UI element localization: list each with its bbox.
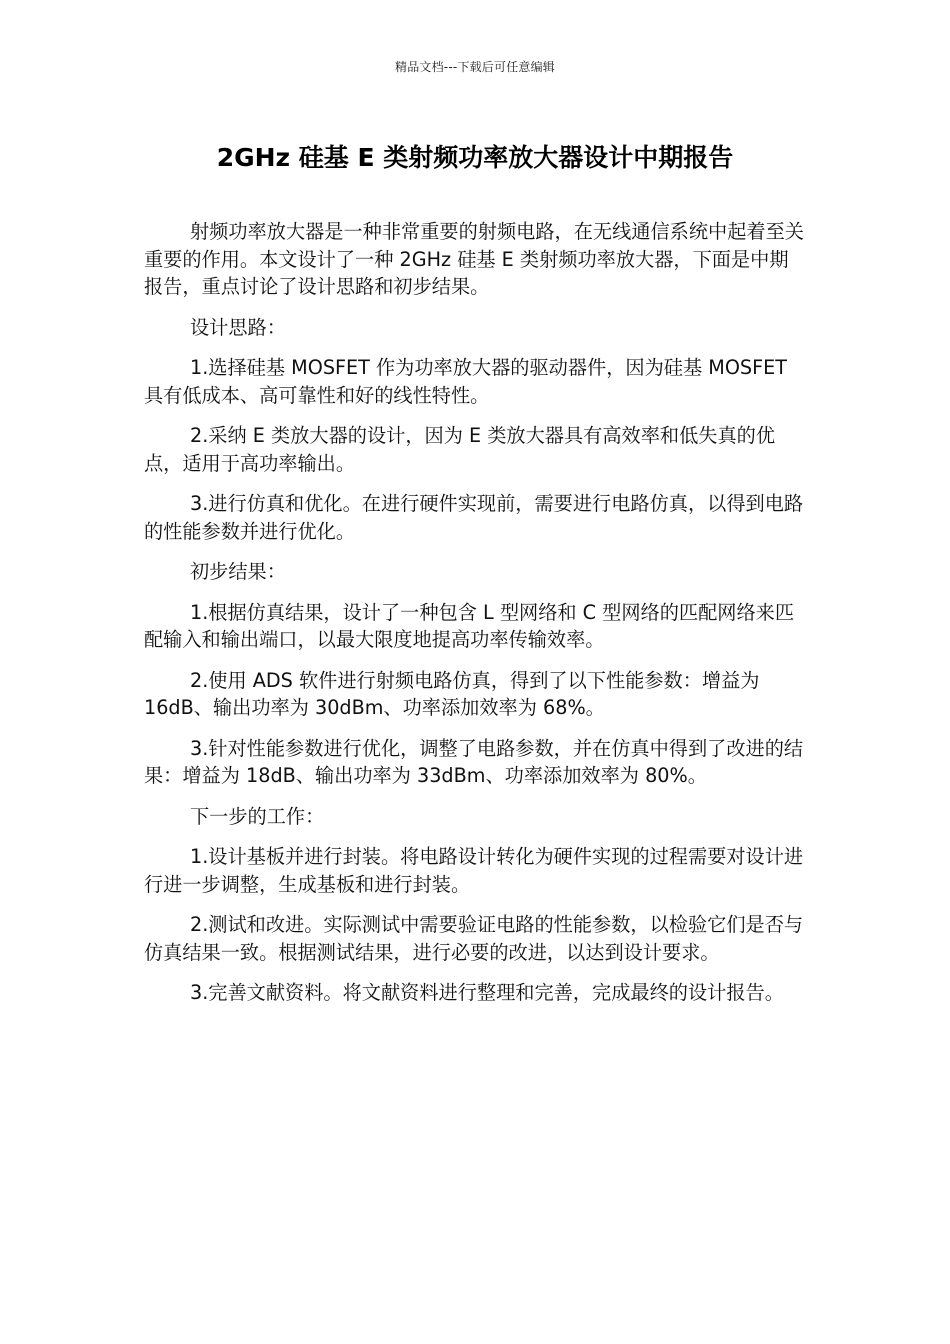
section-heading-design-ideas: 设计思路： <box>190 315 286 339</box>
section-heading-preliminary-results: 初步结果： <box>190 560 286 583</box>
header-note: 精品文档---下载后可任意编辑 <box>395 60 555 74</box>
design-point-1: 1.选择硅基 MOSFET 作为功率放大器的驱动器件，因为硅基 MOSFET 具有低成本、高可靠性和好的线性特性。 <box>144 356 787 407</box>
next-step-1: 1.设计基板并进行封装。将电路设计转化为硬件实现的过程需要对设计进行进一步调整，生成基板和进行封装。 <box>144 845 804 896</box>
document-title: 2GHz 硅基 E 类射频功率放大器设计中期报告 <box>216 143 734 172</box>
section-heading-next-steps: 下一步的工作： <box>190 804 325 828</box>
next-step-3: 3.完善文献资料。将文献资料进行整理和完善，完成最终的设计报告。 <box>190 981 784 1004</box>
result-point-2: 2.使用 ADS 软件进行射频电路仿真，得到了以下性能参数：增益为 16dB、输出功率为 30dBm、功率添加效率为 68%。 <box>144 668 760 719</box>
design-point-2: 2.采纳 E 类放大器的设计，因为 E 类放大器具有高效率和低失真的优点，适用于高功率输出。 <box>144 424 776 475</box>
intro-paragraph: 射频功率放大器是一种非常重要的射频电路，在无线通信系统中起着至关重要的作用。本文设计了一种 2GHz 硅基 E 类射频功率放大器，下面是中期报告，重点讨论了设计思路和初步结果。 <box>144 220 804 298</box>
design-point-3: 3.进行仿真和优化。在进行硬件实现前，需要进行电路仿真，以得到电路的性能参数并进行优化。 <box>144 492 804 543</box>
result-point-1: 1.根据仿真结果，设计了一种包含 L 型网络和 C 型网络的匹配网络来匹配输入和输出端口，以最大限度地提高功率传输效率。 <box>144 600 795 651</box>
next-step-2: 2.测试和改进。实际测试中需要验证电路的性能参数，以检验它们是否与仿真结果一致。根据测试结果，进行必要的改进，以达到设计要求。 <box>144 913 804 964</box>
result-point-3: 3.针对性能参数进行优化，调整了电路参数，并在仿真中得到了改进的结果：增益为 18dB、输出功率为 33dBm、功率添加效率为 80%。 <box>144 736 804 787</box>
document-body <box>144 218 806 1020</box>
